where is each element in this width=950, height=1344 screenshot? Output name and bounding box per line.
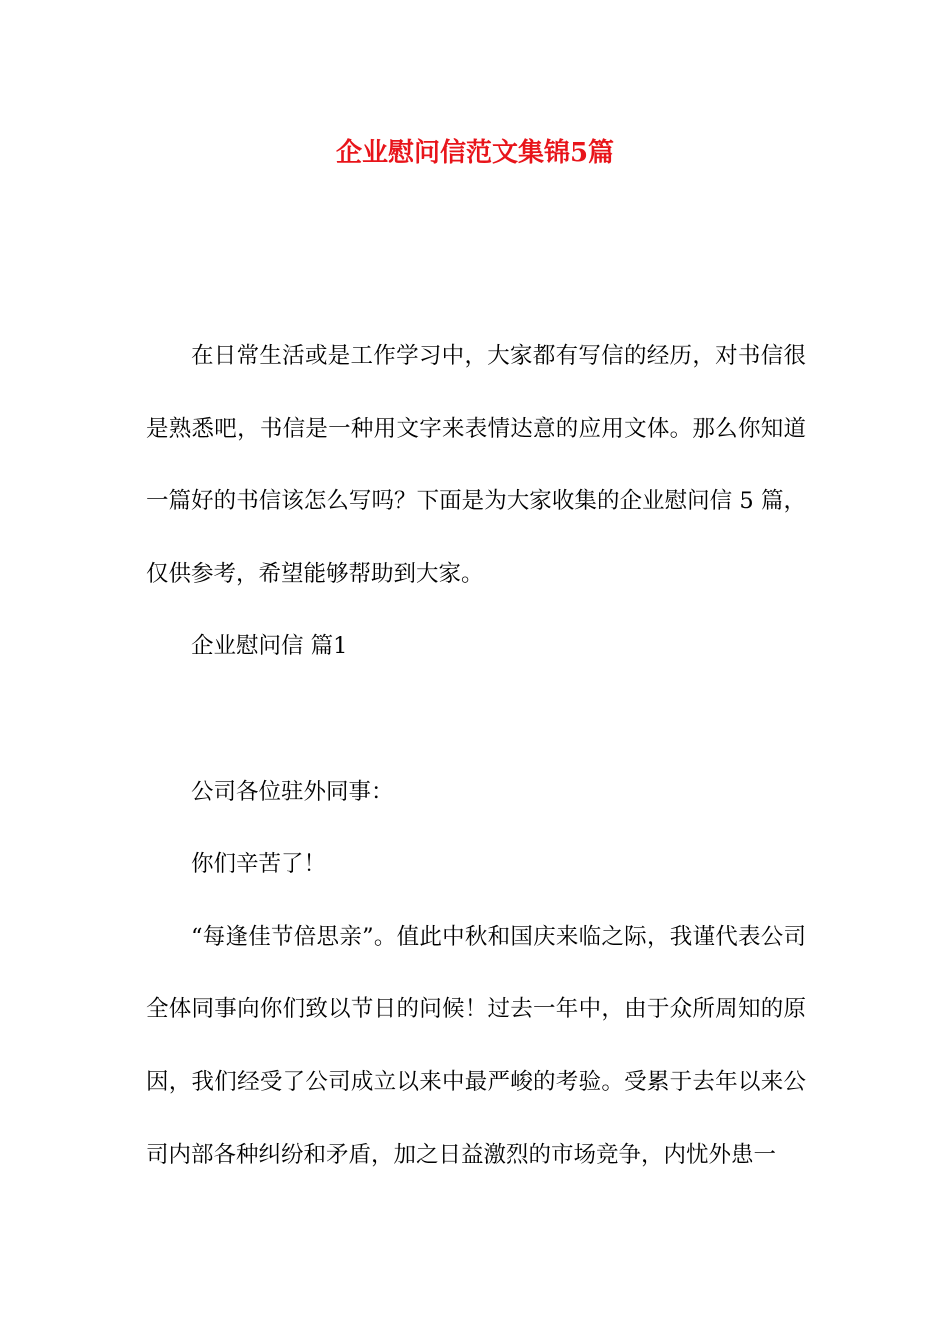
page-title: 企业慰问信范文集锦5篇 <box>335 138 615 168</box>
document-body <box>146 320 806 1191</box>
letter-greeting: 你们辛苦了！ <box>191 851 327 878</box>
intro-paragraph: 在日常生活或是工作学习中，大家都有写信的经历，对书信很是熟悉吧，书信是一种用文字来表情达意的应用文体。那么你知道一篇好的书信该怎么写吗？下面是为大家收集的企业慰问信 5 篇，仅供参考，希望能够帮助到大家。 <box>146 343 806 587</box>
letter-body-paragraph: “每逢佳节倍思亲”。值此中秋和国庆来临之际，我谨代表公司全体同事向你们致以节日的问候！过去一年中，由于众所周知的原因，我们经受了公司成立以来中最严峻的考验。受累于去年以来公司内部各种纠纷和矛盾，加之日益激烈的市场竞争，内忧外患一 <box>146 923 806 1168</box>
letter-salutation: 公司各位驻外同事： <box>191 778 394 805</box>
section-heading: 企业慰问信 篇1 <box>191 633 348 660</box>
